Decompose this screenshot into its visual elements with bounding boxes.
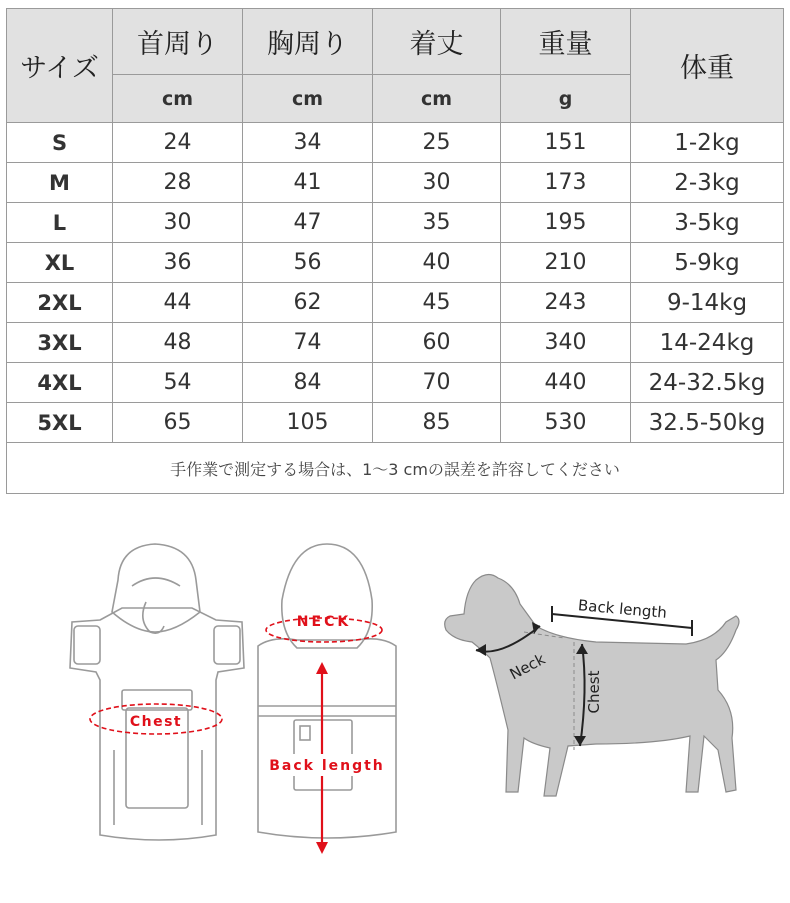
raincoat-back-figure [252, 540, 402, 860]
cell-weight: 5-9kg [631, 243, 784, 283]
raincoat-front-figure [60, 540, 250, 860]
neck-header: 首周り [113, 9, 243, 75]
length-header: 着丈 [373, 9, 501, 75]
cell-weight: 24-32.5kg [631, 363, 784, 403]
cell-mass: 340 [501, 323, 631, 363]
cell-neck: 65 [113, 403, 243, 443]
mass-unit: g [501, 75, 631, 123]
dog-back-length-label: Back length [577, 596, 668, 622]
cell-size: L [7, 203, 113, 243]
weight-header: 体重 [631, 9, 784, 123]
cell-mass: 173 [501, 163, 631, 203]
length-unit: cm [373, 75, 501, 123]
cell-length: 40 [373, 243, 501, 283]
cell-size: 5XL [7, 403, 113, 443]
cell-size: 4XL [7, 363, 113, 403]
raincoat-front-outline [70, 544, 244, 840]
cell-mass: 243 [501, 283, 631, 323]
cell-length: 30 [373, 163, 501, 203]
raincoat-back-outline [258, 544, 396, 838]
neck-label: NECK [296, 614, 352, 630]
cell-neck: 48 [113, 323, 243, 363]
cell-mass: 210 [501, 243, 631, 283]
dog-chest-label: Chest [585, 670, 603, 714]
dog-measure-figure [436, 560, 756, 820]
chest-label: Chest [129, 714, 183, 730]
mass-header: 重量 [501, 9, 631, 75]
cell-weight: 2-3kg [631, 163, 784, 203]
chest-header: 胸周り [243, 9, 373, 75]
cell-size: S [7, 123, 113, 163]
cell-neck: 24 [113, 123, 243, 163]
cell-length: 45 [373, 283, 501, 323]
cell-weight: 1-2kg [631, 123, 784, 163]
cell-neck: 44 [113, 283, 243, 323]
cell-weight: 9-14kg [631, 283, 784, 323]
cell-chest: 84 [243, 363, 373, 403]
cell-weight: 14-24kg [631, 323, 784, 363]
cell-chest: 74 [243, 323, 373, 363]
table-row [7, 163, 784, 203]
chest-unit: cm [243, 75, 373, 123]
cell-length: 85 [373, 403, 501, 443]
cell-chest: 34 [243, 123, 373, 163]
cell-size: 2XL [7, 283, 113, 323]
neck-unit: cm [113, 75, 243, 123]
table-row [7, 283, 784, 323]
size-rows [7, 123, 784, 443]
cell-length: 60 [373, 323, 501, 363]
table-row [7, 243, 784, 283]
cell-chest: 62 [243, 283, 373, 323]
cell-mass: 195 [501, 203, 631, 243]
dog-neck-label: Neck [506, 649, 549, 684]
cell-size: M [7, 163, 113, 203]
cell-mass: 151 [501, 123, 631, 163]
cell-chest: 105 [243, 403, 373, 443]
table-row [7, 323, 784, 363]
cell-chest: 47 [243, 203, 373, 243]
cell-mass: 440 [501, 363, 631, 403]
cell-size: 3XL [7, 323, 113, 363]
cell-weight: 32.5-50kg [631, 403, 784, 443]
cell-neck: 28 [113, 163, 243, 203]
cell-size: XL [7, 243, 113, 283]
cell-chest: 56 [243, 243, 373, 283]
table-row [7, 203, 784, 243]
cell-chest: 41 [243, 163, 373, 203]
back-length-arrow-top [316, 662, 328, 674]
table-row [7, 123, 784, 163]
cell-length: 35 [373, 203, 501, 243]
cell-weight: 3-5kg [631, 203, 784, 243]
back-length-arrow-bottom [316, 842, 328, 854]
back-length-label: Back length [269, 758, 385, 774]
cell-length: 70 [373, 363, 501, 403]
size-header: サイズ [7, 9, 113, 123]
table-row [7, 363, 784, 403]
cell-neck: 36 [113, 243, 243, 283]
measurement-note: 手作業で測定する場合は、1〜3 cmの誤差を許容してください [7, 443, 784, 494]
cell-neck: 30 [113, 203, 243, 243]
cell-neck: 54 [113, 363, 243, 403]
table-row [7, 403, 784, 443]
cell-mass: 530 [501, 403, 631, 443]
cell-length: 25 [373, 123, 501, 163]
size-chart-table [6, 8, 784, 494]
